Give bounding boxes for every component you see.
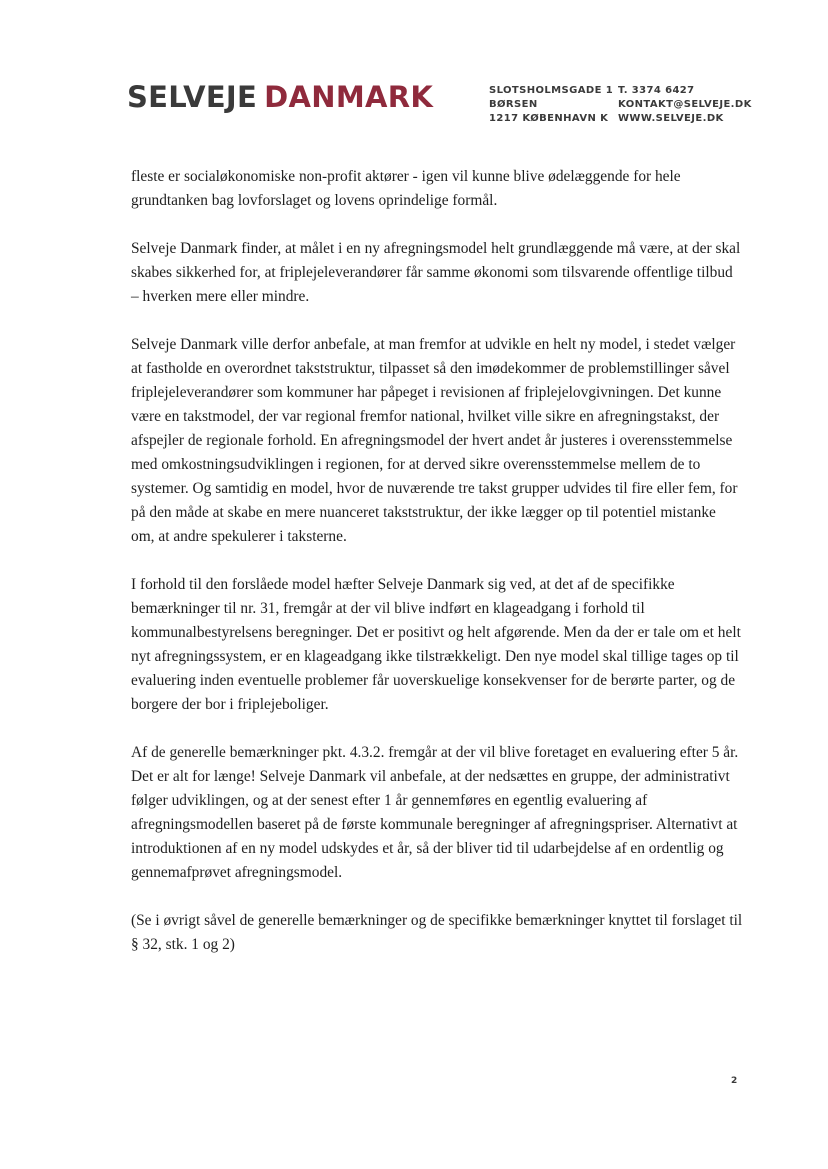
letter-body xyxy=(131,165,743,981)
paragraph: Selveje Danmark ville derfor anbefale, at man fremfor at udvikle en helt ny model, i stedet vælger at fastholde en overordnet takststruktur, tilpasset så den imødekommer de problemstillinger såvel friplejeleverandører som kommuner har påpeget i revisionen af friplejelovgivningen. Det kunne være en takstmodel, der var regional fremfor national, hvilket ville sikre en afregningstakst, der afspejler de regionale forhold. En afregningsmodel der hvert andet år justeres i overensstemmelse med omkostningsudviklingen i regionen, for at derved sikre overensstemmelse mellem de to systemer. Og samtidig en model, hvor de nuværende tre takst grupper udvides til fire eller fem, for på den måde at skabe en mere nuanceret takststruktur, der ikke lægger op til potentiel mistanke om, at andre spekulerer i taksterne. xyxy=(131,336,738,545)
address-line: 1217 KØBENHAVN K xyxy=(489,113,609,124)
selveje-danmark-logo xyxy=(127,80,433,114)
website-url: WWW.SELVEJE.DK xyxy=(618,113,724,124)
logo-word-selveje: SELVEJE xyxy=(127,80,258,114)
paragraph: (Se i øvrigt såvel de generelle bemærkninger og de specifikke bemærkninger knyttet til forslaget til § 32, stk. 1 og 2) xyxy=(131,912,743,953)
phone-number: T. 3374 6427 xyxy=(618,85,695,96)
paragraph: Af de generelle bemærkninger pkt. 4.3.2. fremgår at der vil blive foretaget en evaluering efter 5 år. Det er alt for længe! Selveje Danmark vil anbefale, at der nedsættes en gruppe, der administrativt følger udviklingen, og at der senest efter 1 år gennemføres en egentlig evaluering af afregningsmodellen baseret på de første kommunale beregninger af afregningspriser. Alternativt at introduktionen af en ny model udskydes et år, så der bliver tid til udarbejdelse af en ordentlig og gennemafprøvet afregningsmodel. xyxy=(131,744,739,881)
address-line: SLOTSHOLMSGADE 1 xyxy=(489,85,614,96)
paragraph: Selveje Danmark finder, at målet i en ny afregningsmodel helt grundlæggende må være, at der skal skabes sikkerhed for, at friplejeleverandører får samme økonomi som tilsvarende offentlige tilbud – hverken mere eller mindre. xyxy=(131,240,741,305)
page-number: 2 xyxy=(731,1076,738,1086)
paragraph: fleste er socialøkonomiske non-profit aktører - igen vil kunne blive ødelæggende for hele grundtanken bag lovforslaget og lovens oprindelige formål. xyxy=(131,168,681,209)
address-line: BØRSEN xyxy=(489,99,538,110)
email-address: KONTAKT@SELVEJE.DK xyxy=(618,99,752,110)
contact-info xyxy=(618,84,752,126)
paragraph: I forhold til den forslåede model hæfter Selveje Danmark sig ved, at det af de specifikke bemærkninger til nr. 31, fremgår at der vil blive indført en klageadgang i forhold til kommunalbestyrelsens beregninger. Det er positivt og helt afgørende. Men da der er tale om et helt nyt afregningssystem, er en klageadgang ikke tilstrækkeligt. Den nye model skal tillige tages op til evaluering inden eventuelle problemer får uoverskuelige konsekvenser for de berørte parter, og de borgere der bor i friplejeboliger. xyxy=(131,576,741,713)
logo-word-danmark: DANMARK xyxy=(264,80,434,114)
postal-address xyxy=(489,84,613,126)
